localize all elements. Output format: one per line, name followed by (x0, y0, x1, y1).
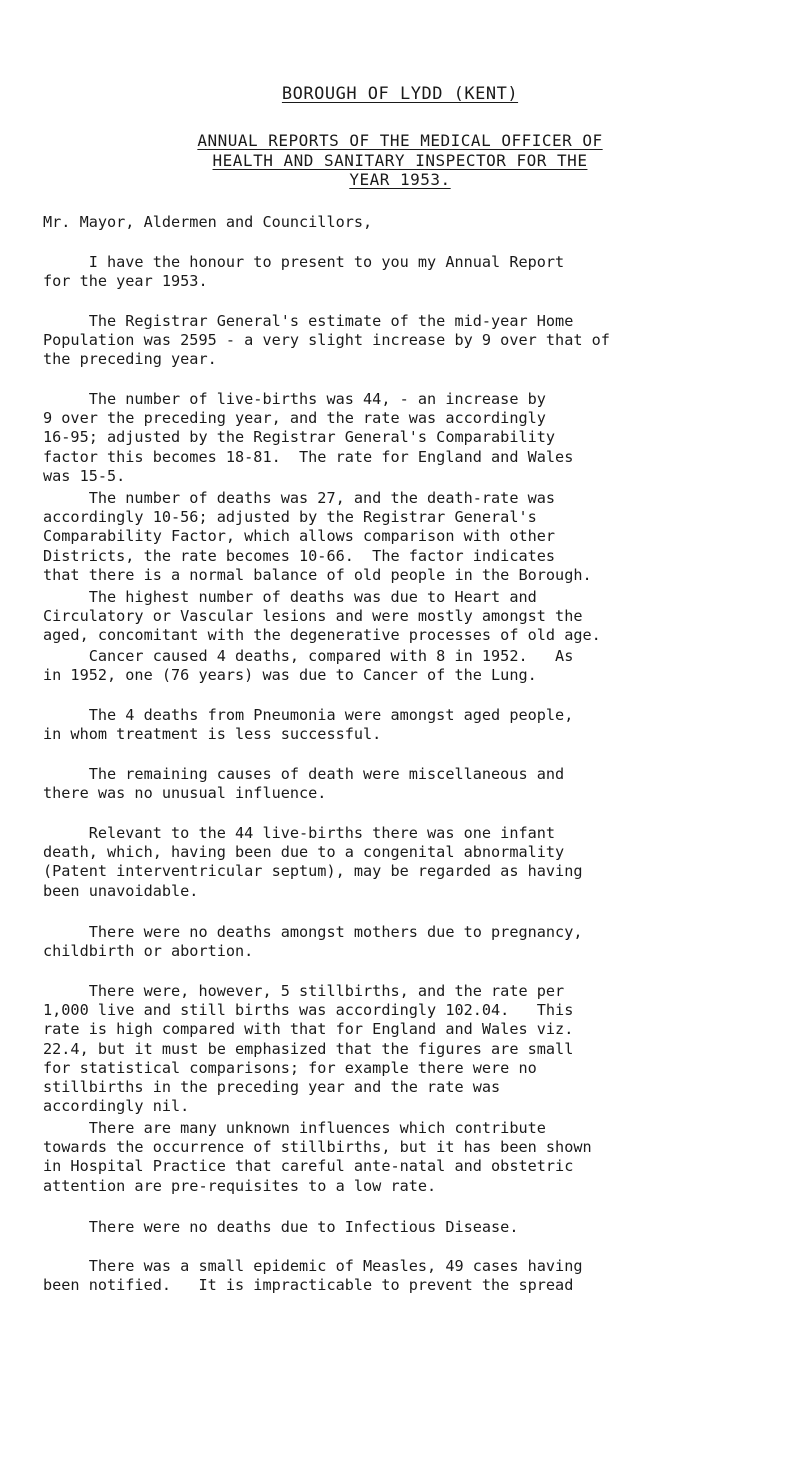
paragraph-pneumonia: The 4 deaths from Pneumonia were amongst aged people, in whom treatment is less successful. (43, 706, 574, 744)
paragraph-measles: There was a small epidemic of Measles, 49 cases having been notified. It is impracticable to prevent the spread (43, 1257, 583, 1295)
borough-heading: BOROUGH OF LYDD (KENT) (281, 84, 519, 104)
paragraph-introduction: I have the honour to present to you my Annual Report for the year 1953. (43, 253, 565, 291)
paragraph-cancer: Cancer caused 4 deaths, compared with 8 in 1952. As in 1952, one (76 years) was due to Cancer of the Lung. (43, 647, 574, 685)
paragraph-remaining-causes: The remaining causes of death were miscellaneous and there was no unusual influence. (43, 765, 565, 803)
report-title-line-2: HEALTH AND SANITARY INSPECTOR FOR THE (212, 151, 588, 170)
paragraph-maternal-deaths: There were no deaths amongst mothers due to pregnancy, childbirth or abortion. (43, 923, 583, 961)
salutation: Mr. Mayor, Aldermen and Councillors, (43, 213, 373, 231)
paragraph-live-births: The number of live-births was 44, - an increase by 9 over the preceding year, and the rate was accordingly 16-95; adjusted by the Registrar General's Comparability factor this becomes 18-81. The rate for England and Wales was 15-5. (43, 390, 574, 485)
paragraph-stillbirths: There were, however, 5 stillbirths, and the rate per 1,000 live and still births was accordingly 102.04. This rate is high compared with that for England and Wales viz. 22.4, but it must be emphasized that the figures are small for statistical comparisons; for example there were no stillbirths in the preceding year and the rate was accordingly nil. (43, 982, 574, 1116)
paragraph-stillbirth-influences: There are many unknown influences which contribute towards the occurrence of stillbirths, but it has been shown in Hospital Practice that careful ante-natal and obstetric attention are pre-requisites to a low rate. (43, 1119, 592, 1195)
paragraph-infant-death: Relevant to the 44 live-births there was one infant death, which, having been due to a congenital abnormality (Patent interventricular septum), may be regarded as having been unavoidable. (43, 824, 583, 900)
report-title-line-3: YEAR 1953. (349, 170, 451, 189)
paragraph-heart-circulatory: The highest number of deaths was due to Heart and Circulatory or Vascular lesions and were mostly amongst the aged, concomitant with the degenerative processes of old age. (43, 588, 601, 645)
report-title-line-1: ANNUAL REPORTS OF THE MEDICAL OFFICER OF (197, 131, 603, 150)
paragraph-population: The Registrar General's estimate of the mid-year Home Population was 2595 - a very slight increase by 9 over that of the preceding year. (43, 312, 610, 369)
paragraph-deaths: The number of deaths was 27, and the death-rate was accordingly 10-56; adjusted by the Registrar General's Comparability Factor, which allows comparison with other Districts, the rate becomes 10-66. The factor indicates that there is a normal balance of old people in the Borough. (43, 489, 592, 584)
paragraph-infectious-disease: There were no deaths due to Infectious Disease. (43, 1218, 519, 1236)
